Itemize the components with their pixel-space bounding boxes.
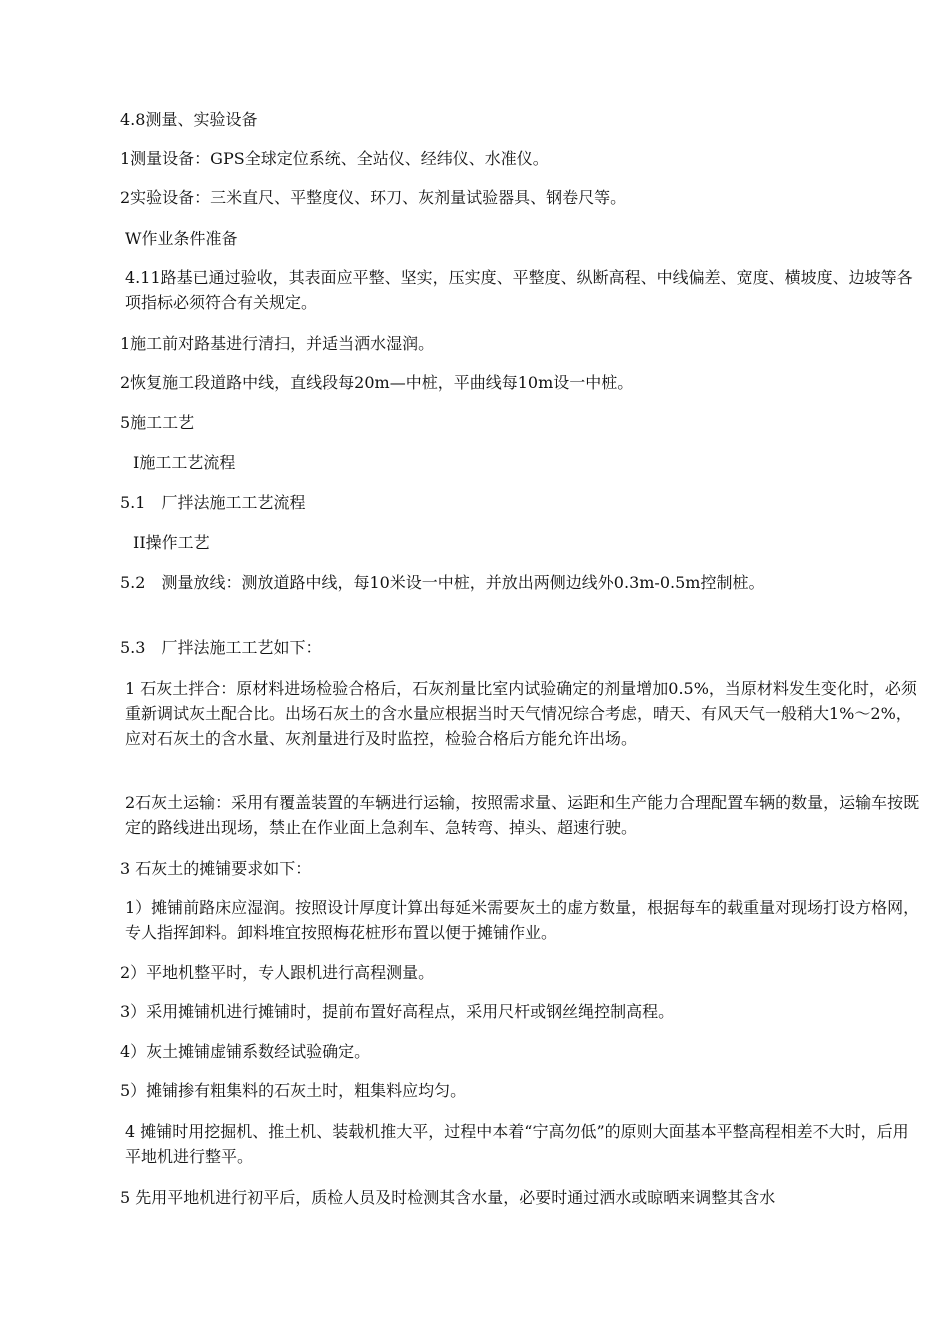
paragraph-lime-soil-mixing: 1 石灰土拌合：原材料进场检验合格后，石灰剂量比室内试验确定的剂量增加0.5%，当原材料发生变化时，必须重新调试灰土配合比。出场石灰土的含水量应根据当时天气情况综合考虑，晴天、有风天气一般稍大1%〜2%，应对石灰土的含水量、灰剂量进行及时监控，检验合格后方能允许出场。 <box>125 679 917 748</box>
list-item-paving-1: 1）摊铺前路床应湿润。按照设计厚度计算出每延米需要灰土的虚方数量，根据每车的载重量对现场打设方格网，专人指挥卸料。卸料堆宜按照梅花桩形布置以便于摊铺作业。 <box>125 898 920 942</box>
paragraph-measuring-equipment: 1测量设备：GPS全球定位系统、全站仪、经纬仪、水准仪。 <box>120 149 549 168</box>
paragraph-4-11-subgrade: 4.11路基已通过验收，其表面应平整、坚实，压实度、平整度、纵断高程、中线偏差、宽度、横坡度、边坡等各项指标必须符合有关规定。 <box>125 268 913 312</box>
section-heading-process-flow: I施工工艺流程 <box>133 453 236 472</box>
list-item-paving-3: 3）采用摊铺机进行摊铺时，提前布置好高程点，采用尺杆或钢丝绳控制高程。 <box>120 1002 675 1021</box>
section-heading-5-3: 5.3 厂拌法施工工艺如下： <box>120 638 322 657</box>
list-item-paving-5: 5）摊铺掺有粗集料的石灰土时，粗集料应均匀。 <box>120 1081 467 1100</box>
paragraph-clean-subgrade: 1施工前对路基进行清扫，并适当洒水湿润。 <box>120 334 435 353</box>
paragraph-rough-leveling: 4 摊铺时用挖掘机、推土机、装载机推大平，过程中本着“宁高勿低”的原则大面基本平整高程相差不大时，后用平地机进行整平。 <box>125 1122 909 1166</box>
list-item-paving-4: 4）灰土摊铺虚铺系数经试验确定。 <box>120 1042 371 1061</box>
paragraph-lime-soil-transport: 2石灰土运输：采用有覆盖装置的车辆进行运输，按照需求量、运距和生产能力合理配置车辆的数量，运输车按既定的路线进出现场，禁止在作业面上急刹车、急转弯、掉头、超速行驶。 <box>125 793 920 837</box>
paragraph-testing-equipment: 2实验设备：三米直尺、平整度仪、环刀、灰剂量试验器具、钢卷尺等。 <box>120 188 627 207</box>
paragraph-paving-requirements: 3 石灰土的摊铺要求如下： <box>120 859 312 878</box>
section-heading-work-conditions: W作业条件准备 <box>125 229 238 248</box>
section-heading-operation: II操作工艺 <box>133 533 210 552</box>
paragraph-restore-centerline: 2恢复施工段道路中线，直线段每20m—中桩，平曲线每10m设一中桩。 <box>120 373 634 392</box>
paragraph-initial-grading: 5 先用平地机进行初平后，质检人员及时检测其含水量，必要时通过洒水或晾晒来调整其含水 <box>120 1188 776 1207</box>
list-item-paving-2: 2）平地机整平时，专人跟机进行高程测量。 <box>120 963 435 982</box>
section-heading-4-8: 4.8测量、实验设备 <box>120 110 258 129</box>
section-heading-5-1: 5.1 厂拌法施工工艺流程 <box>120 493 306 512</box>
paragraph-5-2-survey: 5.2 测量放线：测放道路中线，每10米设一中桩，并放出两侧边线外0.3m-0.5m控制桩。 <box>120 573 765 592</box>
section-heading-5-process: 5施工工艺 <box>120 413 195 432</box>
